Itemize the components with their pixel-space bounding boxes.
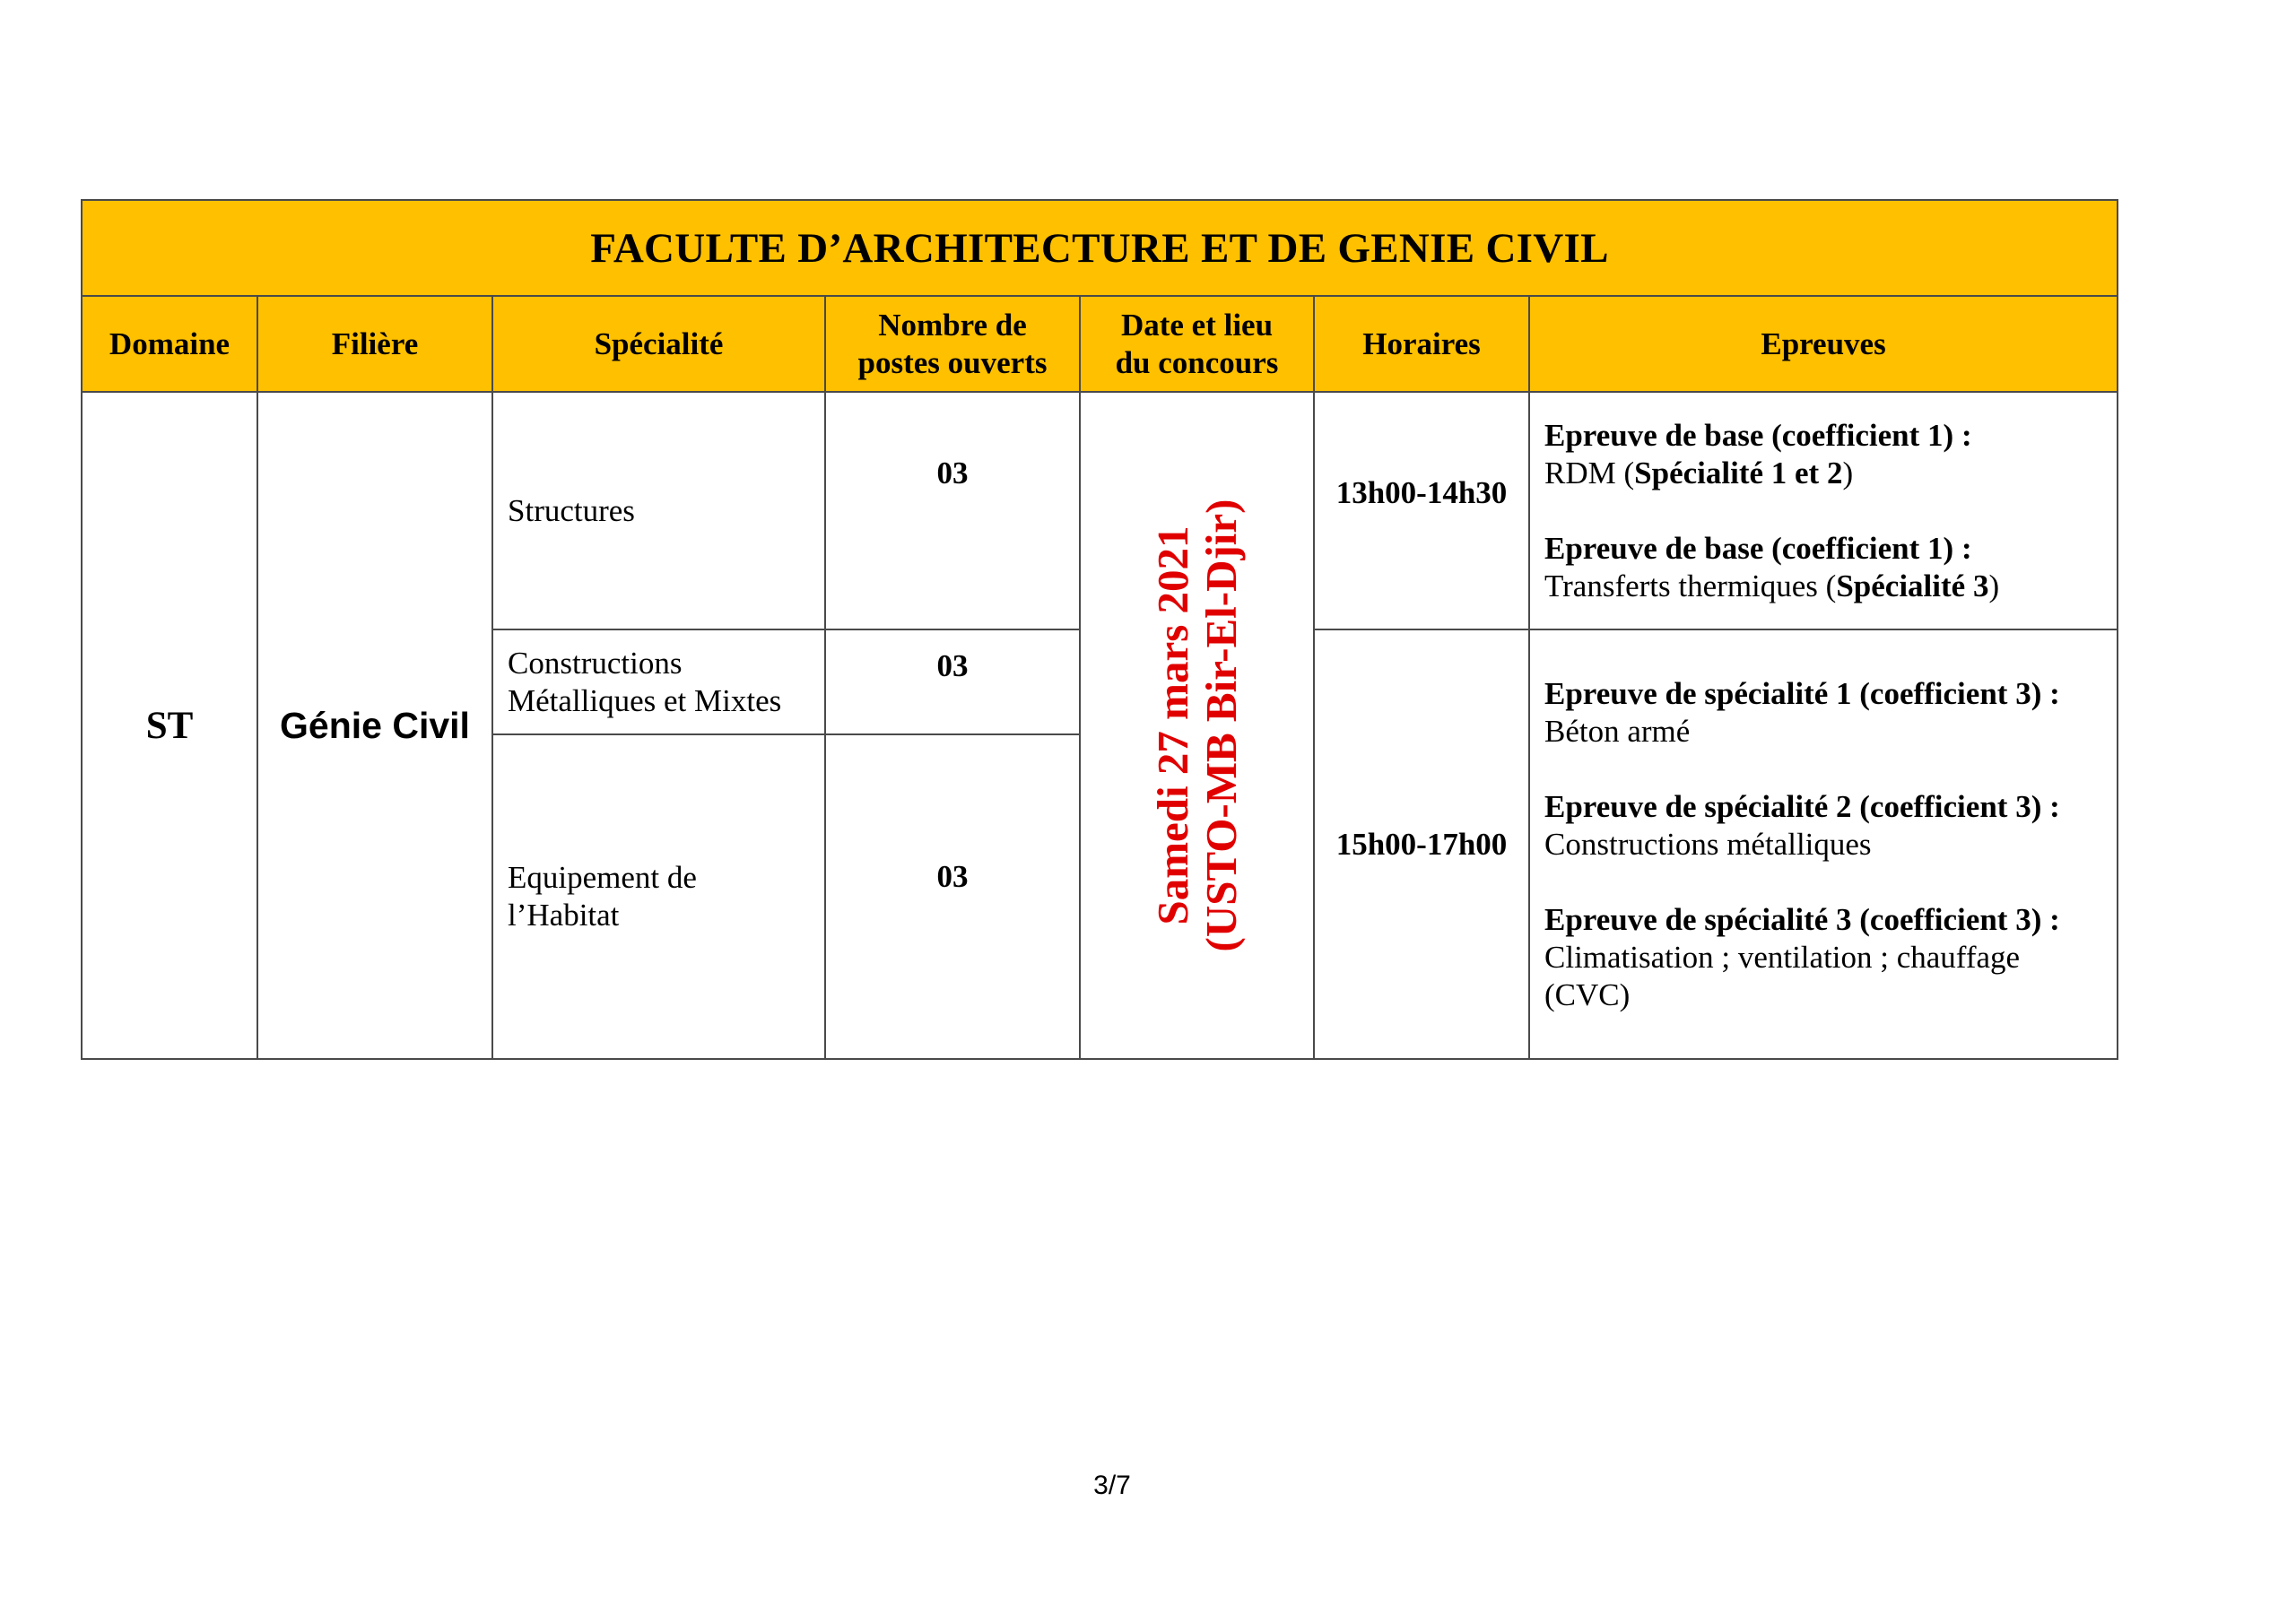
epreuve-text: Climatisation ; ventilation ; chauffage	[1544, 939, 2021, 975]
filiere-cell: Génie Civil	[257, 392, 492, 1059]
epreuve-text-line2: (CVC)	[1544, 976, 1631, 1012]
table-row	[82, 392, 2118, 629]
header-horaires: Horaires	[1314, 296, 1529, 392]
epreuve-text: RDM (	[1544, 455, 1635, 490]
epreuve-text: Béton armé	[1544, 713, 1691, 749]
epreuve-text-tail: )	[1842, 455, 1854, 490]
epreuve-text-bold: Spécialité 3	[1836, 568, 1989, 603]
specialite-name-line1: Equipement de	[508, 860, 697, 895]
lieu-line: (USTO-MB Bir-El-Djir)	[1196, 499, 1246, 952]
header-date-line1: Date et lieu	[1120, 307, 1274, 343]
date-line: Samedi 27 mars 2021	[1147, 525, 1197, 925]
horaire-session-1: 13h00-14h30	[1314, 392, 1529, 629]
epreuves-session-2	[1529, 629, 2118, 1059]
exam-schedule-table	[81, 199, 2118, 1060]
epreuve-item	[1544, 530, 2108, 605]
epreuve-title: Epreuve de spécialité 3 (coefficient 3) :	[1544, 901, 2060, 937]
postes-constructions: 03	[825, 629, 1080, 734]
epreuve-title: Epreuve de base (coefficient 1) :	[1544, 417, 1972, 453]
epreuve-title: Epreuve de spécialité 1 (coefficient 3) :	[1544, 675, 2060, 711]
header-date-line2: du concours	[1115, 344, 1279, 380]
specialite-name-line1: Constructions	[508, 645, 683, 681]
epreuve-item	[1544, 417, 2108, 492]
epreuve-item	[1544, 788, 2108, 864]
epreuves-session-1	[1529, 392, 2118, 629]
header-postes-line2: postes ouverts	[857, 344, 1048, 380]
header-date	[1080, 296, 1314, 392]
epreuve-text: Transferts thermiques (	[1544, 568, 1837, 603]
specialite-name-line2: Métalliques et Mixtes	[508, 682, 782, 718]
header-specialite: Spécialité	[492, 296, 825, 392]
epreuve-text: Constructions métalliques	[1544, 826, 1872, 862]
epreuve-title: Epreuve de spécialité 2 (coefficient 3) :	[1544, 788, 2060, 824]
header-postes	[825, 296, 1080, 392]
specialite-constructions	[492, 629, 825, 734]
date-lieu-cell	[1080, 392, 1314, 1059]
postes-structures: 03	[825, 392, 1080, 629]
horaire-session-2: 15h00-17h00	[1314, 629, 1529, 1059]
specialite-equipement	[492, 734, 825, 1059]
specialite-name: Structures	[508, 492, 635, 528]
header-domaine: Domaine	[82, 296, 257, 392]
epreuve-text-bold: Spécialité 1 et 2	[1634, 455, 1843, 490]
page-number: 3/7	[1093, 1471, 1131, 1500]
epreuve-item	[1544, 901, 2108, 1014]
epreuve-item	[1544, 675, 2108, 751]
epreuve-title: Epreuve de base (coefficient 1) :	[1544, 530, 1972, 566]
domaine-cell: ST	[82, 392, 257, 1059]
header-postes-line1: Nombre de	[878, 307, 1027, 343]
epreuve-text-tail: )	[1988, 568, 2000, 603]
header-epreuves: Epreuves	[1529, 296, 2118, 392]
faculty-title: FACULTE D’ARCHITECTURE ET DE GENIE CIVIL	[82, 200, 2118, 296]
header-filiere: Filière	[257, 296, 492, 392]
specialite-structures	[492, 392, 825, 629]
specialite-name-line2: l’Habitat	[508, 898, 620, 933]
postes-equipement: 03	[825, 734, 1080, 1059]
date-lieu-rotated	[1149, 499, 1246, 952]
